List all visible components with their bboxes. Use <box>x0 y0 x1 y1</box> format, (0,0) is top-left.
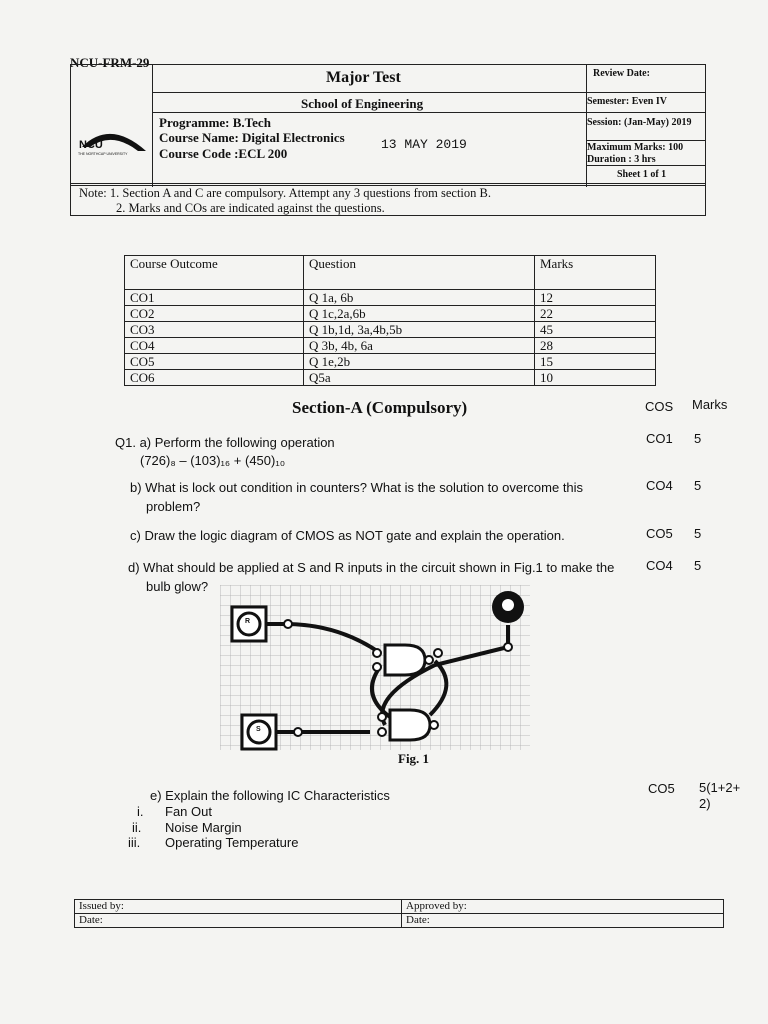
q1d-text: d) What should be applied at S and R inputs in the circuit shown in Fig.1 to make the <box>128 560 615 575</box>
marks-column-header: Marks <box>692 397 728 412</box>
q1a-co: CO1 <box>646 431 673 446</box>
q1e-co: CO5 <box>648 781 675 796</box>
q1c-marks: 5 <box>694 526 702 541</box>
date-right: Date: <box>402 914 724 928</box>
max-marks: Maximum Marks: 100 <box>587 142 684 153</box>
q1e-marks-cont: 2) <box>699 796 711 811</box>
header-box <box>70 64 706 215</box>
q1e-text: e) Explain the following IC Characteristics <box>150 788 390 803</box>
input-s-label: S <box>256 726 261 733</box>
approved-by: Approved by: <box>402 900 724 914</box>
q1e-item-text: Operating Temperature <box>165 835 299 850</box>
q1e-item-num: ii. <box>132 820 142 835</box>
question-cell: Q 1b,1d, 3a,4b,5b <box>304 322 535 338</box>
cos-header: COS <box>645 399 674 414</box>
question-cell: Q 1c,2a,6b <box>304 306 535 322</box>
table-row <box>125 338 656 354</box>
note-line-2: 2. Marks and COs are indicated against the questions. <box>116 201 385 215</box>
question-cell: Q5a <box>304 370 535 386</box>
programme: Programme: B.Tech <box>159 115 271 130</box>
q1e-item-num: iii. <box>128 835 141 850</box>
semester: Semester: Even IV <box>587 96 667 107</box>
q1c-co: CO5 <box>646 526 673 541</box>
marks-cell: 22 <box>535 306 656 322</box>
exam-title: Major Test <box>326 69 401 86</box>
marks-header: Marks <box>535 256 656 290</box>
q1b-co: CO4 <box>646 478 673 493</box>
question-cell: Q 1a, 6b <box>304 290 535 306</box>
q1e-item-text: Fan Out <box>165 804 212 819</box>
co-cell: CO6 <box>125 370 304 386</box>
note-line-1: Note: 1. Section A and C are compulsory. Attempt any 3 questions from section B. <box>79 186 491 200</box>
logo-subtext: THE NORTHCAP UNIVERSITY <box>78 152 128 156</box>
q1a-text: Q1. a) Perform the following operation <box>115 435 335 450</box>
figure-caption: Fig. 1 <box>398 751 430 766</box>
marks-cell: 10 <box>535 370 656 386</box>
course-name: Course Name: Digital Electronics <box>159 130 345 145</box>
table-row <box>125 354 656 370</box>
q1e-item-num: i. <box>137 804 144 819</box>
logo-text: NCU <box>79 139 103 151</box>
co-cell: CO1 <box>125 290 304 306</box>
co-header: Course Outcome <box>125 256 304 290</box>
review-date: Review Date: <box>593 68 650 79</box>
school-name: School of Engineering <box>301 96 424 111</box>
marks-cell: 12 <box>535 290 656 306</box>
q1d-marks: 5 <box>694 558 702 573</box>
approval-footer <box>74 899 724 928</box>
q1e-marks: 5(1+2+ <box>699 780 741 795</box>
q1d-co: CO4 <box>646 558 673 573</box>
question-cell: Q 3b, 4b, 6a <box>304 338 535 354</box>
q1b-marks: 5 <box>694 478 702 493</box>
duration: Duration : 3 hrs <box>587 154 656 165</box>
form-code: NCU-FRM-29 <box>70 55 150 70</box>
co-cell: CO5 <box>125 354 304 370</box>
q1b-text-cont: problem? <box>146 499 201 514</box>
date-stamp: 13 MAY 2019 <box>381 137 467 152</box>
marks-cell: 45 <box>535 322 656 338</box>
q1a-marks: 5 <box>694 431 702 446</box>
q1e-item-text: Noise Margin <box>165 820 242 835</box>
course-code: Course Code :ECL 200 <box>159 146 288 161</box>
co-cell: CO3 <box>125 322 304 338</box>
q1d-text-cont: bulb glow? <box>146 579 209 594</box>
question-header: Question <box>304 256 535 290</box>
input-r-label: R <box>245 618 251 625</box>
q1b-text: b) What is lock out condition in counters? What is the solution to overcome this <box>130 480 584 495</box>
co-cell: CO2 <box>125 306 304 322</box>
session: Session: (Jan-May) 2019 <box>587 117 692 128</box>
table-row <box>125 290 656 306</box>
marks-cell: 28 <box>535 338 656 354</box>
table-row <box>125 370 656 386</box>
university-logo <box>76 125 148 163</box>
table-row <box>125 306 656 322</box>
question-cell: Q 1e,2b <box>304 354 535 370</box>
marks-cell: 15 <box>535 354 656 370</box>
q1a-expression: (726)₈ – (103)₁₆ + (450)₁₀ <box>140 453 286 468</box>
circuit-figure <box>220 585 530 755</box>
section-title: Section-A (Compulsory) <box>292 398 468 417</box>
course-outcome-table <box>124 255 656 386</box>
issued-by: Issued by: <box>75 900 402 914</box>
sheet-number: Sheet 1 of 1 <box>617 169 667 180</box>
co-cell: CO4 <box>125 338 304 354</box>
q1c-text: c) Draw the logic diagram of CMOS as NOT gate and explain the operation. <box>130 528 565 543</box>
date-left: Date: <box>75 914 402 928</box>
table-row <box>125 322 656 338</box>
